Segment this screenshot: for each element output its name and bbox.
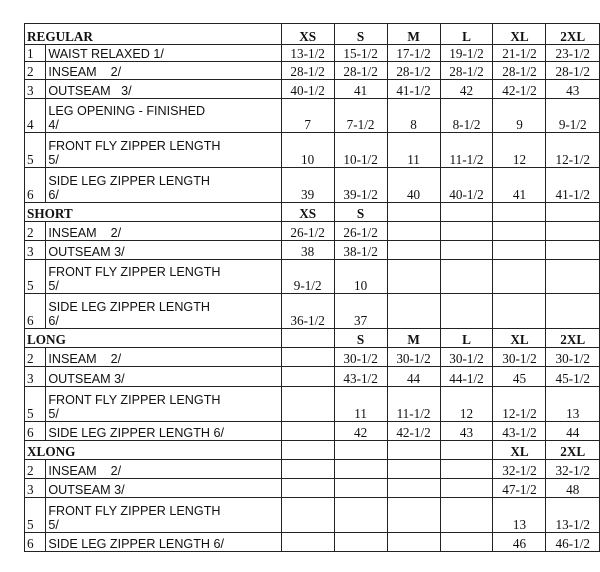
measurement-value xyxy=(440,498,493,533)
measurement-value xyxy=(493,260,546,294)
section-header-short xyxy=(25,203,600,222)
size-header: XS xyxy=(281,203,334,222)
size-header: M xyxy=(387,329,440,348)
size-header: 2XL xyxy=(546,441,600,460)
size-header: XL xyxy=(493,441,546,460)
measurement-value xyxy=(440,222,493,241)
size-header: M xyxy=(387,24,440,45)
measurement-value: 41 xyxy=(493,168,546,203)
size-spec-body xyxy=(25,24,600,552)
measurement-value: 43-1/2 xyxy=(493,422,546,441)
size-header: XL xyxy=(493,329,546,348)
measurement-row xyxy=(25,62,600,80)
measurement-row xyxy=(25,348,600,367)
measurement-value xyxy=(440,533,493,552)
measurement-value: 28-1/2 xyxy=(493,62,546,80)
measurement-row xyxy=(25,222,600,241)
measurement-value: 48 xyxy=(546,479,600,498)
measurement-row xyxy=(25,45,600,62)
measurement-value xyxy=(281,348,334,367)
measurement-value: 39 xyxy=(281,168,334,203)
section-header-long xyxy=(25,329,600,348)
measurement-value: 30-1/2 xyxy=(493,348,546,367)
measurement-row xyxy=(25,533,600,552)
measurement-value xyxy=(281,367,334,387)
size-header: L xyxy=(440,329,493,348)
measurement-value xyxy=(546,222,600,241)
measurement-row xyxy=(25,168,600,203)
measurement-value: 45-1/2 xyxy=(546,367,600,387)
measurement-value: 46-1/2 xyxy=(546,533,600,552)
measurement-value xyxy=(281,422,334,441)
measurement-value: 11-1/2 xyxy=(440,133,493,168)
measurement-label: OUTSEAM 3/ xyxy=(46,80,281,99)
size-header xyxy=(387,441,440,460)
measurement-value: 30-1/2 xyxy=(546,348,600,367)
measurement-value: 40 xyxy=(387,168,440,203)
measurement-value: 44 xyxy=(387,367,440,387)
row-number: 5 xyxy=(25,260,46,294)
measurement-value: 12-1/2 xyxy=(546,133,600,168)
row-number: 5 xyxy=(25,133,46,168)
measurement-label: LEG OPENING - FINISHED 4/ xyxy=(46,99,281,133)
measurement-value xyxy=(281,387,334,422)
size-header xyxy=(546,203,600,222)
measurement-value: 10-1/2 xyxy=(334,133,387,168)
measurement-value xyxy=(546,294,600,329)
size-header: XL xyxy=(493,24,546,45)
measurement-value: 37 xyxy=(334,294,387,329)
measurement-value: 39-1/2 xyxy=(334,168,387,203)
measurement-value xyxy=(334,498,387,533)
measurement-value: 30-1/2 xyxy=(387,348,440,367)
measurement-value xyxy=(387,294,440,329)
measurement-value xyxy=(387,533,440,552)
measurement-value: 36-1/2 xyxy=(281,294,334,329)
measurement-value xyxy=(387,498,440,533)
section-title: REGULAR xyxy=(25,24,282,45)
measurement-value xyxy=(440,241,493,260)
row-number: 1 xyxy=(25,45,46,62)
measurement-value: 38 xyxy=(281,241,334,260)
measurement-label: OUTSEAM 3/ xyxy=(46,241,281,260)
measurement-row xyxy=(25,260,600,294)
measurement-value: 15-1/2 xyxy=(334,45,387,62)
measurement-value xyxy=(281,460,334,479)
measurement-row xyxy=(25,80,600,99)
measurement-value: 47-1/2 xyxy=(493,479,546,498)
measurement-value xyxy=(440,294,493,329)
row-number: 5 xyxy=(25,387,46,422)
measurement-value: 13-1/2 xyxy=(281,45,334,62)
measurement-value xyxy=(440,460,493,479)
size-header: XS xyxy=(281,24,334,45)
measurement-value: 12 xyxy=(493,133,546,168)
row-number: 6 xyxy=(25,533,46,552)
measurement-label: SIDE LEG ZIPPER LENGTH 6/ xyxy=(46,294,281,329)
measurement-value: 42-1/2 xyxy=(493,80,546,99)
measurement-value xyxy=(387,241,440,260)
row-number: 4 xyxy=(25,99,46,133)
measurement-value: 23-1/2 xyxy=(546,45,600,62)
size-header: 2XL xyxy=(546,329,600,348)
measurement-value: 41 xyxy=(334,80,387,99)
measurement-value: 11 xyxy=(387,133,440,168)
measurement-row xyxy=(25,387,600,422)
measurement-value xyxy=(334,479,387,498)
measurement-label: OUTSEAM 3/ xyxy=(46,479,281,498)
measurement-row xyxy=(25,133,600,168)
size-header: S xyxy=(334,203,387,222)
measurement-value: 10 xyxy=(281,133,334,168)
row-number: 6 xyxy=(25,422,46,441)
measurement-value: 42-1/2 xyxy=(387,422,440,441)
measurement-label: WAIST RELAXED 1/ xyxy=(46,45,281,62)
measurement-value: 19-1/2 xyxy=(440,45,493,62)
measurement-value xyxy=(281,533,334,552)
measurement-value xyxy=(334,533,387,552)
measurement-value xyxy=(493,241,546,260)
row-number: 2 xyxy=(25,222,46,241)
row-number: 2 xyxy=(25,460,46,479)
row-number: 3 xyxy=(25,80,46,99)
measurement-value: 32-1/2 xyxy=(493,460,546,479)
measurement-row xyxy=(25,460,600,479)
measurement-label: INSEAM 2/ xyxy=(46,348,281,367)
measurement-value: 9-1/2 xyxy=(281,260,334,294)
section-title: XLONG xyxy=(25,441,282,460)
measurement-label: INSEAM 2/ xyxy=(46,62,281,80)
row-number: 3 xyxy=(25,367,46,387)
row-number: 2 xyxy=(25,62,46,80)
measurement-value: 32-1/2 xyxy=(546,460,600,479)
measurement-value: 26-1/2 xyxy=(281,222,334,241)
measurement-label: FRONT FLY ZIPPER LENGTH 5/ xyxy=(46,133,281,168)
row-number: 5 xyxy=(25,498,46,533)
measurement-value: 13-1/2 xyxy=(546,498,600,533)
measurement-value: 11-1/2 xyxy=(387,387,440,422)
measurement-value xyxy=(493,222,546,241)
measurement-value xyxy=(440,479,493,498)
measurement-value: 10 xyxy=(334,260,387,294)
row-number: 3 xyxy=(25,479,46,498)
size-header xyxy=(440,441,493,460)
measurement-value xyxy=(387,460,440,479)
measurement-value: 41-1/2 xyxy=(387,80,440,99)
measurement-value xyxy=(281,498,334,533)
measurement-label: SIDE LEG ZIPPER LENGTH 6/ xyxy=(46,168,281,203)
size-header xyxy=(440,203,493,222)
measurement-value: 28-1/2 xyxy=(440,62,493,80)
measurement-value xyxy=(440,260,493,294)
measurement-value: 43-1/2 xyxy=(334,367,387,387)
measurement-label: INSEAM 2/ xyxy=(46,222,281,241)
measurement-row xyxy=(25,294,600,329)
measurement-row xyxy=(25,367,600,387)
section-title: LONG xyxy=(25,329,282,348)
measurement-value: 43 xyxy=(546,80,600,99)
section-header-regular xyxy=(25,24,600,45)
size-header xyxy=(334,441,387,460)
measurement-value: 44-1/2 xyxy=(440,367,493,387)
measurement-value: 17-1/2 xyxy=(387,45,440,62)
size-spec-table xyxy=(24,23,600,552)
measurement-value xyxy=(334,460,387,479)
measurement-value: 13 xyxy=(493,498,546,533)
measurement-value: 41-1/2 xyxy=(546,168,600,203)
size-header: S xyxy=(334,329,387,348)
measurement-value: 8 xyxy=(387,99,440,133)
measurement-row xyxy=(25,241,600,260)
measurement-row xyxy=(25,479,600,498)
measurement-value: 46 xyxy=(493,533,546,552)
measurement-value: 38-1/2 xyxy=(334,241,387,260)
size-header xyxy=(493,203,546,222)
section-header-xlong xyxy=(25,441,600,460)
measurement-value: 30-1/2 xyxy=(334,348,387,367)
measurement-label: SIDE LEG ZIPPER LENGTH 6/ xyxy=(46,533,281,552)
measurement-value: 7 xyxy=(281,99,334,133)
measurement-label: SIDE LEG ZIPPER LENGTH 6/ xyxy=(46,422,281,441)
measurement-value: 30-1/2 xyxy=(440,348,493,367)
measurement-value: 9 xyxy=(493,99,546,133)
measurement-label: INSEAM 2/ xyxy=(46,460,281,479)
measurement-value: 12-1/2 xyxy=(493,387,546,422)
section-title: SHORT xyxy=(25,203,282,222)
measurement-value xyxy=(493,294,546,329)
measurement-value: 26-1/2 xyxy=(334,222,387,241)
measurement-label: FRONT FLY ZIPPER LENGTH 5/ xyxy=(46,260,281,294)
measurement-value xyxy=(281,479,334,498)
measurement-value xyxy=(387,222,440,241)
size-header xyxy=(281,329,334,348)
measurement-value: 7-1/2 xyxy=(334,99,387,133)
measurement-value: 40-1/2 xyxy=(440,168,493,203)
measurement-value: 12 xyxy=(440,387,493,422)
measurement-value: 13 xyxy=(546,387,600,422)
measurement-value: 28-1/2 xyxy=(334,62,387,80)
size-header: 2XL xyxy=(546,24,600,45)
size-header: S xyxy=(334,24,387,45)
row-number: 6 xyxy=(25,294,46,329)
measurement-value: 21-1/2 xyxy=(493,45,546,62)
measurement-row xyxy=(25,99,600,133)
size-header xyxy=(387,203,440,222)
row-number: 3 xyxy=(25,241,46,260)
measurement-value: 45 xyxy=(493,367,546,387)
measurement-label: OUTSEAM 3/ xyxy=(46,367,281,387)
measurement-row xyxy=(25,498,600,533)
measurement-label: FRONT FLY ZIPPER LENGTH 5/ xyxy=(46,387,281,422)
measurement-value: 9-1/2 xyxy=(546,99,600,133)
measurement-value: 42 xyxy=(440,80,493,99)
measurement-label: FRONT FLY ZIPPER LENGTH 5/ xyxy=(46,498,281,533)
measurement-value: 28-1/2 xyxy=(546,62,600,80)
measurement-row xyxy=(25,422,600,441)
measurement-value: 28-1/2 xyxy=(281,62,334,80)
size-header xyxy=(281,441,334,460)
measurement-value: 42 xyxy=(334,422,387,441)
measurement-value xyxy=(387,479,440,498)
measurement-value: 28-1/2 xyxy=(387,62,440,80)
size-header: L xyxy=(440,24,493,45)
measurement-value xyxy=(546,260,600,294)
measurement-value: 44 xyxy=(546,422,600,441)
measurement-value: 11 xyxy=(334,387,387,422)
measurement-value xyxy=(387,260,440,294)
measurement-value: 8-1/2 xyxy=(440,99,493,133)
measurement-value xyxy=(546,241,600,260)
row-number: 6 xyxy=(25,168,46,203)
measurement-value: 40-1/2 xyxy=(281,80,334,99)
measurement-value: 43 xyxy=(440,422,493,441)
row-number: 2 xyxy=(25,348,46,367)
